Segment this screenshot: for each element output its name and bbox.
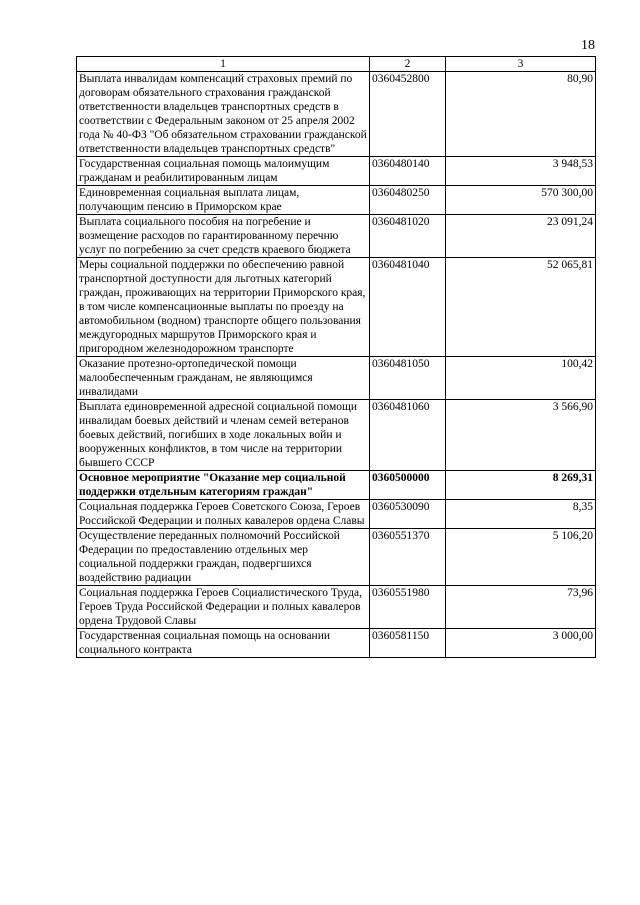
table-row [77, 72, 596, 157]
table-row-main-event [77, 471, 596, 500]
row-amount: 100,42 [446, 357, 596, 400]
row-amount: 80,90 [446, 72, 596, 157]
row-code: 0360481050 [370, 357, 446, 400]
row-amount: 5 106,20 [446, 529, 596, 586]
row-code: 0360480250 [370, 186, 446, 215]
row-name: Оказание протезно-ортопедической помощи малообеспеченным гражданам, не являющимся инвалидами [77, 357, 370, 400]
row-name: Единовременная социальная выплата лицам, получающим пенсию в Приморском крае [77, 186, 370, 215]
row-code: 0360480140 [370, 157, 446, 186]
row-amount: 570 300,00 [446, 186, 596, 215]
table-row [77, 357, 596, 400]
row-code: 0360581150 [370, 629, 446, 658]
table-row [77, 400, 596, 471]
table-row [77, 186, 596, 215]
row-code: 0360500000 [370, 471, 446, 500]
row-name: Социальная поддержка Героев Советского Союза, Героев Российской Федерации и полных кавалеров ордена Славы [77, 500, 370, 529]
row-amount: 3 948,53 [446, 157, 596, 186]
row-name: Государственная социальная помощь на основании социального контракта [77, 629, 370, 658]
row-name: Меры социальной поддержки по обеспечению равной транспортной доступности для льготных категорий граждан, проживающих на территории Приморского края, в том числе компенсационные выплаты по проезду на автомобильном (водном) транспорте общего пользования междугородных маршрутов Приморского края и пригородном железнодорожном транспорте [77, 258, 370, 357]
row-code: 0360481040 [370, 258, 446, 357]
budget-table [76, 56, 596, 658]
table-row [77, 586, 596, 629]
column-header-2: 2 [370, 57, 446, 72]
column-header-1: 1 [77, 57, 370, 72]
row-amount: 3 566,90 [446, 400, 596, 471]
row-amount: 73,96 [446, 586, 596, 629]
row-amount: 52 065,81 [446, 258, 596, 357]
row-name: Социальная поддержка Героев Социалистического Труда, Героев Труда Российской Федерации и полных кавалеров ордена Трудовой Славы [77, 586, 370, 629]
column-header-3: 3 [446, 57, 596, 72]
table-row [77, 215, 596, 258]
table-row [77, 629, 596, 658]
row-name: Основное мероприятие "Оказание мер социальной поддержки отдельным категориям граждан" [77, 471, 370, 500]
row-code: 0360452800 [370, 72, 446, 157]
row-name: Государственная социальная помощь малоимущим гражданам и реабилитированным лицам [77, 157, 370, 186]
table-row [77, 258, 596, 357]
row-name: Выплата единовременной адресной социальной помощи инвалидам боевых действий и членам семей ветеранов боевых действий, погибших в ходе локальных войн и вооруженных конфликтов, в том числе на территории бывшего СССР [77, 400, 370, 471]
row-amount: 8 269,31 [446, 471, 596, 500]
row-code: 0360530090 [370, 500, 446, 529]
row-name: Выплата инвалидам компенсаций страховых премий по договорам обязательного страхования гражданской ответственности владельцев транспортных средств в соответствии с Федеральным законом от 25 апреля 2002 года № 40-ФЗ "Об обязательном страховании гражданской ответственности владельцев транспортных средств" [77, 72, 370, 157]
table-header-row [77, 57, 596, 72]
row-amount: 3 000,00 [446, 629, 596, 658]
page-number: 18 [581, 38, 595, 53]
row-name: Выплата социального пособия на погребение и возмещение расходов по гарантированному перечню услуг по погребению за счет средств краевого бюджета [77, 215, 370, 258]
table-row [77, 529, 596, 586]
row-name: Осуществление переданных полномочий Российской Федерации по предоставлению отдельных мер социальной поддержки граждан, подвергшихся воздействию радиации [77, 529, 370, 586]
table-row [77, 157, 596, 186]
row-code: 0360551980 [370, 586, 446, 629]
row-amount: 8,35 [446, 500, 596, 529]
row-code: 0360481060 [370, 400, 446, 471]
row-code: 0360481020 [370, 215, 446, 258]
row-amount: 23 091,24 [446, 215, 596, 258]
row-code: 0360551370 [370, 529, 446, 586]
table-row [77, 500, 596, 529]
